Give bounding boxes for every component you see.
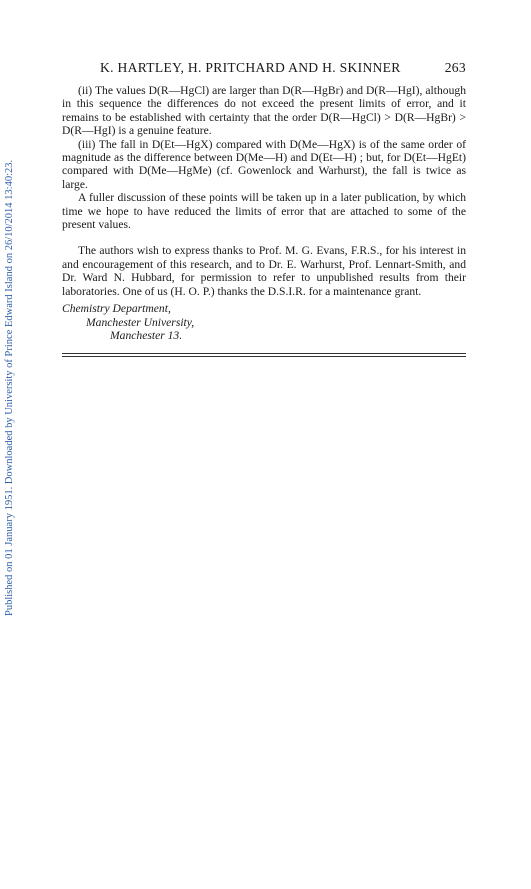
paragraph-conclusion-ii: (ii) The values D(R—HgCl) are larger than D(R—HgBr) and D(R—HgI), although in this sequence the differences do not exceed the present limits of error, and it remains to be established with certainty that the order D(R—HgCl) > D(R—HgBr) > D(R—HgI) is a genuine feature. bbox=[62, 84, 466, 138]
end-rule-top bbox=[62, 353, 466, 354]
end-rule-bottom bbox=[62, 356, 466, 357]
page-content bbox=[62, 60, 466, 357]
paragraph-acknowledgements: The authors wish to express thanks to Prof. M. G. Evans, F.R.S., for his interest in and encouragement of this research, and to Dr. E. Warhurst, Prof. Lennart-Smith, and Dr. Ward N. Hubbard, for permission to refer to unpublished results from their laboratories. One of us (H. O. P.) thanks the D.S.I.R. for a maintenance grant. bbox=[62, 244, 466, 298]
paragraph-fuller-discussion: A fuller discussion of these points will be taken up in a later publication, by which time we hope to have reduced the limits of error that are attached to some of the present values. bbox=[62, 191, 466, 232]
download-watermark-text: Published on 01 January 1951. Downloaded by University of Prince Edward Island on 26/10/2014 13:40:23. bbox=[4, 159, 15, 616]
paragraph-conclusion-iii: (iii) The fall in D(Et—HgX) compared with D(Me—HgX) is of the same order of magnitude as the difference between D(Me—H) and D(Et—H) ; but, for D(Et—HgEt) compared with D(Me—HgMe) (cf. Gowenlock and Warhurst), the fall is twice as large. bbox=[62, 137, 466, 191]
download-watermark bbox=[4, 96, 20, 616]
running-head-authors: K. HARTLEY, H. PRITCHARD AND H. SKINNER bbox=[100, 60, 401, 75]
running-head bbox=[62, 60, 466, 80]
page-number: 263 bbox=[444, 60, 466, 75]
author-address bbox=[62, 302, 466, 342]
address-line: Chemistry Department, bbox=[62, 302, 171, 316]
address-line: Manchester University, bbox=[86, 315, 195, 329]
address-line: Manchester 13. bbox=[110, 328, 183, 342]
body-text bbox=[62, 84, 466, 298]
